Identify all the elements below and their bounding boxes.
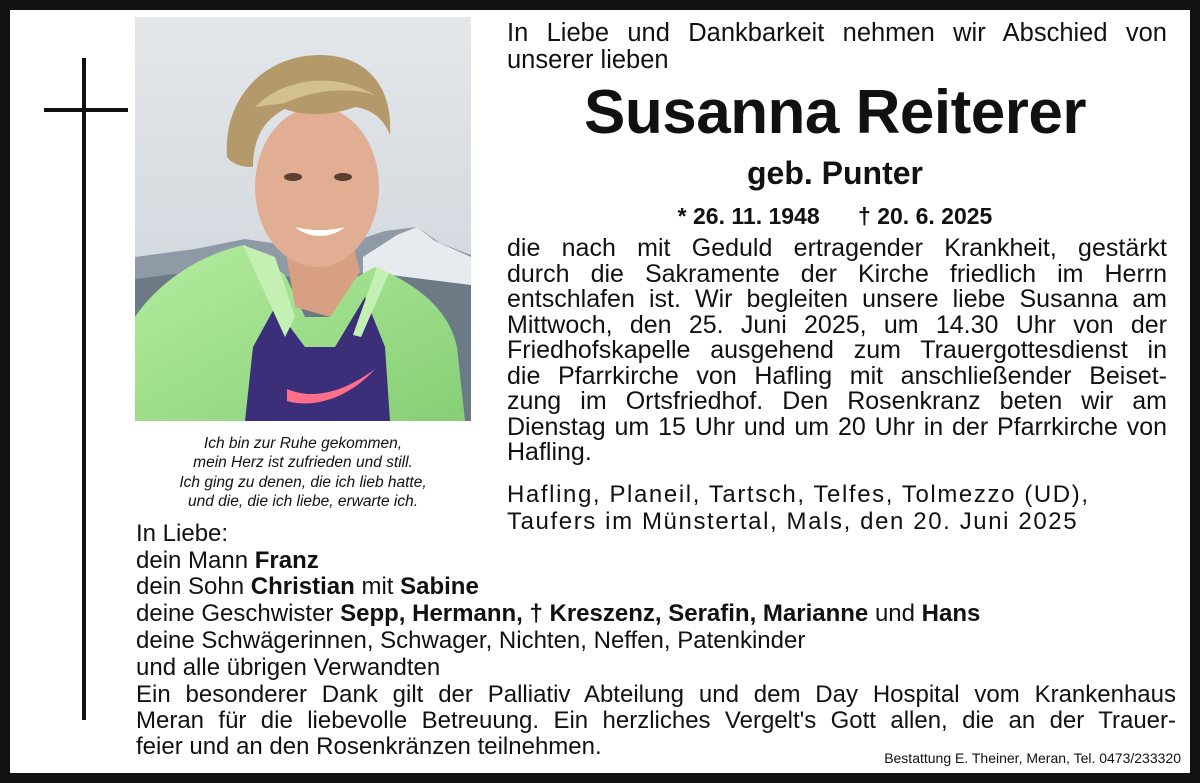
places-line: Hafling, Planeil, Tartsch, Telfes, Tolmezzo (UD), xyxy=(507,481,1090,508)
deceased-name: Susanna Reiterer xyxy=(584,78,1086,147)
mourner-relatives: und alle übrigen Verwandten xyxy=(136,653,441,681)
poem-line: Ich ging zu denen, die ich lieb hatte, xyxy=(179,473,427,491)
announcement-line: Friedhofskapelle ausgehend zum Trauergottesdienst in xyxy=(507,336,1167,364)
mourners-heading: In Liebe: xyxy=(136,520,229,547)
poem-line: Ich bin zur Ruhe gekommen, xyxy=(203,435,403,452)
sibling-last-name: Hans xyxy=(921,600,981,628)
thanks-line: Ein besonderer Dank gilt der Palliativ Abteilung und dem Day Hospital vom Krankenhaus xyxy=(136,681,1176,708)
poem-line: und die, die ich liebe, erwarte ich. xyxy=(187,492,419,510)
cross-vertical-bar xyxy=(82,58,86,720)
son-name: Christian xyxy=(250,573,355,601)
announcement-line: Dienstag um 15 Uhr und um 20 Uhr in der Pfarrkirche von xyxy=(507,412,1167,441)
birth-date: * 26. 11. 1948 xyxy=(677,203,820,229)
thanks-line: feier und an den Rosenkränzen teilnehmen. xyxy=(136,733,602,760)
mourners-list xyxy=(136,521,1176,681)
siblings-names: Sepp, Hermann, † Kreszenz, Serafin, Marianne xyxy=(340,600,869,628)
life-dates xyxy=(485,201,1185,231)
announcement-line: die Pfarrkirche von Hafling mit anschließender Beiset- xyxy=(507,361,1167,390)
cross-horizontal-bar xyxy=(44,108,128,112)
announcement-line: Hafling. xyxy=(507,438,592,466)
portrait-photo xyxy=(135,17,471,421)
poem-line: mein Herz ist zufrieden und still. xyxy=(193,454,413,472)
poem xyxy=(135,434,471,511)
intro-text: In Liebe und Dankbarkeit nehmen wir Abschied von unserer lieben xyxy=(507,19,1167,74)
announcement-line: entschlafen ist. Wir begleiten unsere liebe Susanna am xyxy=(507,285,1167,313)
announcement-line: durch die Sakramente der Kirche friedlich im Herrn xyxy=(507,259,1167,288)
husband-name: Franz xyxy=(254,546,319,574)
death-date: † 20. 6. 2025 xyxy=(858,203,993,229)
announcement-line: die nach mit Geduld ertragender Krankheit, gestärkt xyxy=(507,234,1167,262)
announcement-line: zung im Ortsfriedhof. Den Rosenkranz beten wir am xyxy=(507,387,1167,415)
thanks-line: Meran für die liebevolle Betreuung. Ein herzliches Vergelt's Gott allen, die an der Trauer- xyxy=(136,707,1176,734)
son-partner-name: Sabine xyxy=(400,573,479,601)
funeral-announcement xyxy=(507,236,1167,466)
mourner-son: dein Sohn Christian mit Sabine xyxy=(136,573,479,601)
announcement-line: Mittwoch, den 25. Juni 2025, um 14.30 Uhr von der xyxy=(507,310,1167,339)
mourner-husband: dein Mann Franz xyxy=(136,546,319,574)
mourner-inlaws: deine Schwägerinnen, Schwager, Nichten, Neffen, Patenkinder xyxy=(136,626,806,654)
birth-name: geb. Punter xyxy=(746,155,923,191)
funeral-home-credit: Bestattung E. Theiner, Meran, Tel. 0473/233320 xyxy=(884,750,1181,766)
mourner-siblings: deine Geschwister Sepp, Hermann, † Kreszenz, Serafin, Marianne und Hans xyxy=(136,600,981,628)
places-line: Taufers im Münstertal, Mals, den 20. Juni 2025 xyxy=(507,507,1079,535)
